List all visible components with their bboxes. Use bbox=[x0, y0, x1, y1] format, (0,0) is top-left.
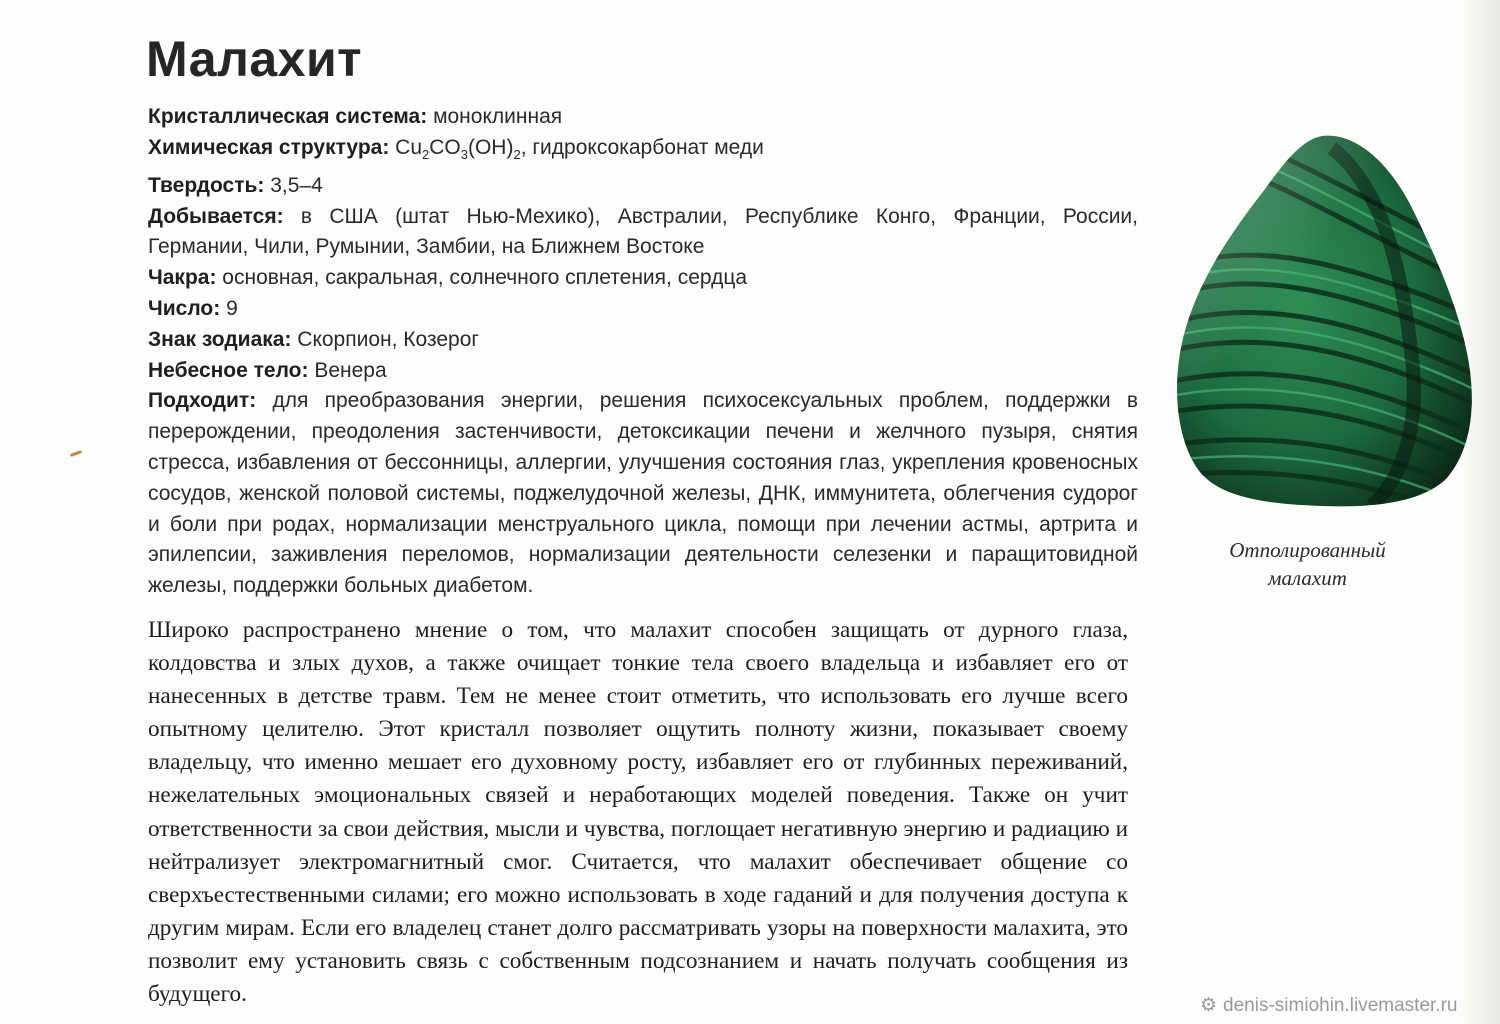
properties-list bbox=[148, 102, 1138, 602]
formula-part: , гидроксокарбонат меди bbox=[520, 135, 764, 159]
page-ink-mark bbox=[70, 450, 82, 457]
fact-label: Чакра: bbox=[148, 266, 217, 290]
fact-value: Венера bbox=[308, 358, 387, 382]
caption-line: малахит bbox=[1268, 566, 1347, 590]
formula-part: (OH) bbox=[467, 135, 514, 159]
fact-value bbox=[389, 135, 764, 162]
fact-chemical-structure bbox=[148, 133, 1138, 171]
fact-label: Число: bbox=[148, 296, 221, 320]
fact-value: 3,5–4 bbox=[264, 173, 323, 197]
polished-malachite-image bbox=[1172, 128, 1482, 508]
caption-line: Отполированный bbox=[1229, 538, 1386, 562]
fact-label: Подходит: bbox=[148, 389, 257, 413]
fact-value: для преобразования энергии, решения психосексуальных проблем, поддержки в перерождении, преодоления застенчивости, детоксикации печени и желчного пузыря, снятия стресса, избавления от бессонницы, аллергии, улучшения состояния глаз, укрепления кровеносных сосудов, женской половой системы, поджелудочной железы, ДНК, иммунитета, облегчения судорог и боли при родах, нормализации менструального цикла, помощи при лечении астмы, артрита и эпилепсии, заживления переломов, нормализации деятельности селезенки и паращитовидной железы, поддержки больных диабетом. bbox=[148, 389, 1138, 598]
fact-mined bbox=[148, 202, 1138, 264]
formula-subscript: 2 bbox=[513, 146, 521, 162]
fact-zodiac bbox=[148, 325, 1138, 356]
fact-celestial-body bbox=[148, 356, 1138, 387]
formula-part: CO bbox=[429, 135, 461, 159]
fact-value: 9 bbox=[220, 296, 238, 320]
page-title: Малахит bbox=[146, 31, 363, 87]
watermark-text: denis-simiohin.livemaster.ru bbox=[1223, 994, 1458, 1016]
fact-value: в США (штат Нью-Мехико), Австралии, Республике Конго, Франции, России, Германии, Чили, Румынии, Замбии, на Ближнем Востоке bbox=[148, 204, 1138, 259]
formula-subscript: 2 bbox=[422, 146, 430, 162]
gear-icon: ⚙ bbox=[1200, 995, 1218, 1016]
image-caption bbox=[1185, 536, 1430, 592]
fact-value: моноклинная bbox=[427, 105, 563, 128]
watermark bbox=[1200, 994, 1457, 1017]
fact-label: Знак зодиака: bbox=[148, 327, 292, 351]
fact-label: Добывается: bbox=[148, 204, 284, 228]
fact-hardness bbox=[148, 171, 1138, 202]
fact-label: Твердость: bbox=[148, 173, 265, 197]
fact-crystal-system bbox=[148, 102, 1138, 133]
fact-chakra bbox=[148, 263, 1138, 294]
fact-value: основная, сакральная, солнечного сплетения, сердца bbox=[216, 266, 748, 290]
fact-label: Химическая структура: bbox=[148, 135, 390, 159]
formula-subscript: 3 bbox=[460, 146, 468, 162]
fact-number bbox=[148, 294, 1138, 325]
formula-part: Cu bbox=[389, 135, 423, 159]
fact-value: Скорпион, Козерог bbox=[291, 327, 480, 351]
fact-suits bbox=[148, 386, 1138, 602]
fact-label: Кристаллическая система: bbox=[148, 105, 428, 128]
body-paragraph: Широко распространено мнение о том, что малахит способен защищать от дурного глаза, колдовства и злых духов, а также очищает тонкие тела своего владельца и избавляет его от нанесенных в детстве травм. Тем не менее стоит отметить, что использовать его лучше всего опытному целителю. Этот кристалл позволяет ощутить полноту жизни, показывает своему владельцу, что именно мешает его духовному росту, избавляет его от глубинных переживаний, нежелательных эмоциональных связей и неработающих моделей поведения. Также он учит ответственности за свои действия, мысли и чувства, поглощает негативную энергию и радиацию и нейтрализует электромагнитный смог. Считается, что малахит обеспечивает общение со сверхъестественными силами; его можно использовать в ходе гаданий и для получения доступа к другим мирам. Если его владелец станет долго рассматривать узоры на поверхности малахита, это позволит ему установить связь с собственным подсознанием и начать получать сообщения из будущего. bbox=[148, 617, 1128, 1008]
fact-label: Небесное тело: bbox=[148, 358, 309, 382]
